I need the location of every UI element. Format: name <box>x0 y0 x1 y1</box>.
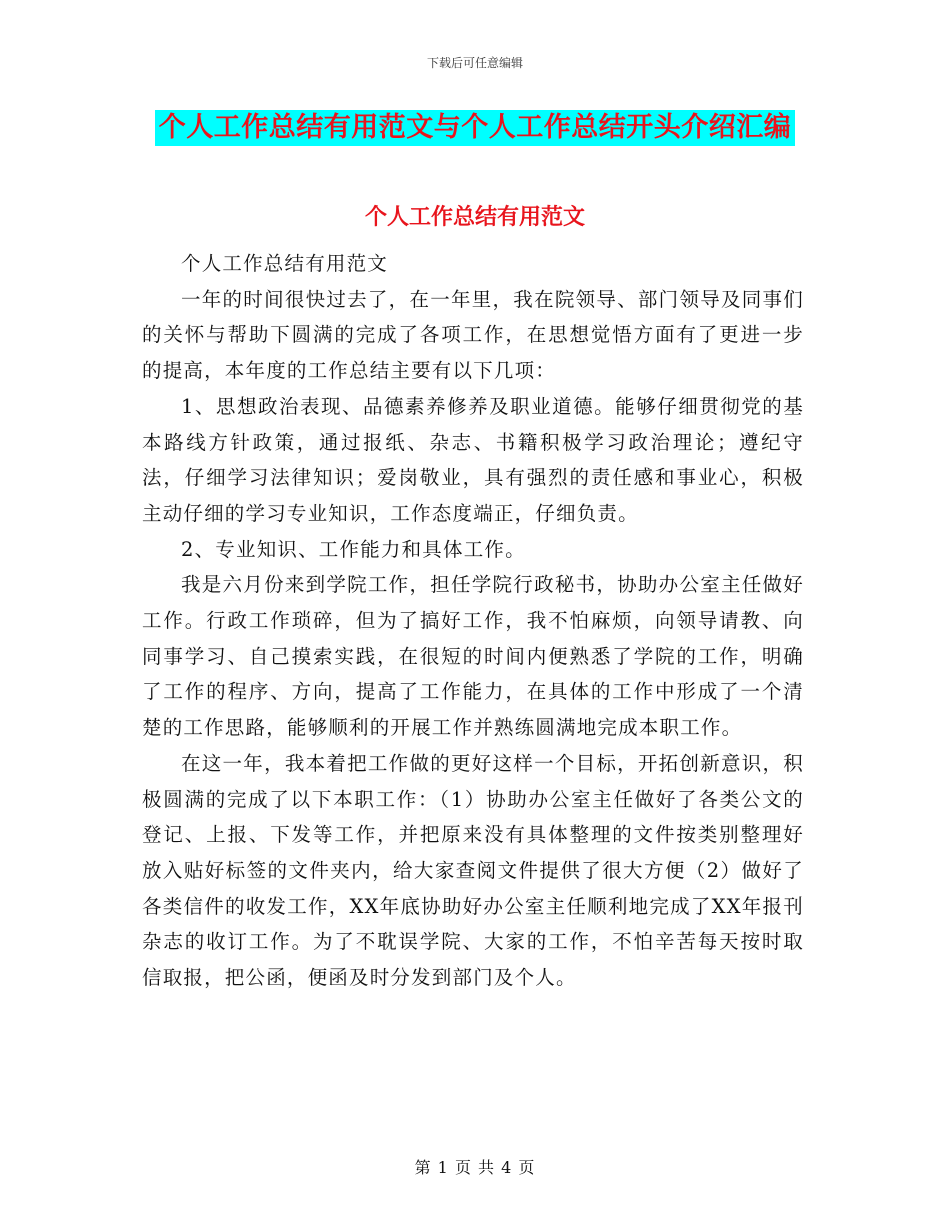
document-title: 个人工作总结有用范文与个人工作总结开头介绍汇编 <box>155 110 796 146</box>
paragraph: 在这一年，我本着把工作做的更好这样一个目标，开拓创新意识，积极圆满的完成了以下本职工作：（1）协助办公室主任做好了各类公文的登记、上报、下发等工作，并把原来没有具体整理的文件按类别整理好放入贴好标签的文件夹内，给大家查阅文件提供了很大方便（2）做好了各类信件的收发工作，XX年底协助好办公室主任顺利地完成了XX年报刊杂志的收订工作。为了不耽误学院、大家的工作，不怕辛苦每天按时取信取报，把公函，便函及时分发到部门及个人。 <box>142 751 804 990</box>
paragraph: 我是六月份来到学院工作，担任学院行政秘书，协助办公室主任做好工作。行政工作琐碎，但为了搞好工作，我不怕麻烦，向领导请教、向同事学习、自己摸索实践，在很短的时间内便熟悉了学院的工作，明确了工作的程序、方向，提高了工作能力，在具体的工作中形成了一个清楚的工作思路，能够顺利的开展工作并熟练圆满地完成本职工作。 <box>142 573 804 740</box>
section-title: 个人工作总结有用范文 <box>364 204 585 230</box>
page-header-note: 下载后可任意编辑 <box>426 56 523 70</box>
paragraph: 个人工作总结有用范文 <box>181 252 389 275</box>
document-body <box>142 246 804 996</box>
paragraph: 一年的时间很快过去了，在一年里，我在院领导、部门领导及同事们的关怀与帮助下圆满的完成了各项工作，在思想觉悟方面有了更进一步的提高，本年度的工作总结主要有以下几项： <box>142 287 804 383</box>
paragraph: 1、思想政治表现、品德素养修养及职业道德。能够仔细贯彻党的基本路线方针政策，通过报纸、杂志、书籍积极学习政治理论；遵纪守法，仔细学习法律知识；爱岗敬业，具有强烈的责任感和事业心，积极主动仔细的学习专业知识，工作态度端正，仔细负责。 <box>142 394 804 525</box>
page-footer: 第 1 页 共 4 页 <box>414 1158 536 1177</box>
paragraph: 2、专业知识、工作能力和具体工作。 <box>181 537 526 561</box>
document-title-container <box>0 110 950 146</box>
